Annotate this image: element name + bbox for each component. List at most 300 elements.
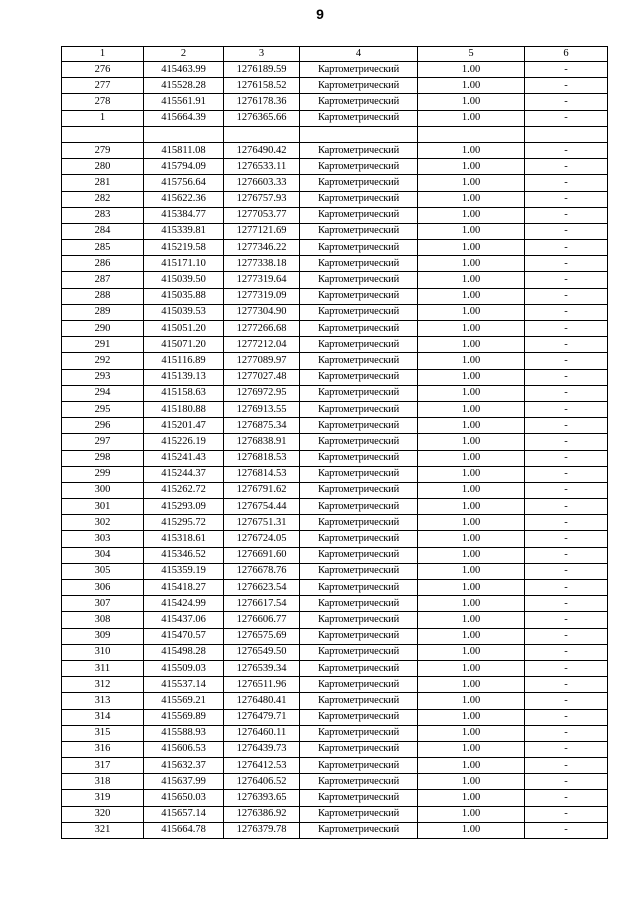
point-number-cell: 304 bbox=[62, 547, 144, 563]
accuracy-cell: 1.00 bbox=[418, 758, 525, 774]
x-coordinate-cell: 415241.43 bbox=[144, 450, 224, 466]
y-coordinate-cell: 1276913.55 bbox=[224, 401, 300, 417]
accuracy-cell: 1.00 bbox=[418, 547, 525, 563]
x-coordinate-cell: 415622.36 bbox=[144, 191, 224, 207]
x-coordinate-cell: 415346.52 bbox=[144, 547, 224, 563]
note-cell: - bbox=[525, 353, 608, 369]
method-cell: Картометрический bbox=[300, 94, 418, 110]
x-coordinate-cell: 415664.39 bbox=[144, 110, 224, 126]
method-cell: Картометрический bbox=[300, 450, 418, 466]
coordinates-table bbox=[61, 46, 608, 839]
table-row bbox=[62, 790, 608, 806]
table-row bbox=[62, 62, 608, 78]
accuracy-cell: 1.00 bbox=[418, 677, 525, 693]
note-cell bbox=[525, 126, 608, 142]
note-cell: - bbox=[525, 596, 608, 612]
point-number-cell: 287 bbox=[62, 272, 144, 288]
table-row bbox=[62, 774, 608, 790]
table-row bbox=[62, 660, 608, 676]
method-cell: Картометрический bbox=[300, 499, 418, 515]
y-coordinate-cell: 1277089.97 bbox=[224, 353, 300, 369]
table-row bbox=[62, 547, 608, 563]
point-number-cell: 321 bbox=[62, 822, 144, 838]
table-row bbox=[62, 304, 608, 320]
note-cell: - bbox=[525, 790, 608, 806]
point-number-cell: 307 bbox=[62, 596, 144, 612]
method-cell: Картометрический bbox=[300, 547, 418, 563]
accuracy-cell: 1.00 bbox=[418, 142, 525, 158]
method-cell: Картометрический bbox=[300, 369, 418, 385]
note-cell: - bbox=[525, 806, 608, 822]
table-row bbox=[62, 175, 608, 191]
point-number-cell: 295 bbox=[62, 401, 144, 417]
x-coordinate-cell: 415051.20 bbox=[144, 321, 224, 337]
point-number-cell: 290 bbox=[62, 321, 144, 337]
table-row bbox=[62, 725, 608, 741]
table-row bbox=[62, 240, 608, 256]
accuracy-cell: 1.00 bbox=[418, 660, 525, 676]
note-cell: - bbox=[525, 515, 608, 531]
point-number-cell bbox=[62, 126, 144, 142]
header-cell-5: 5 bbox=[418, 47, 525, 62]
y-coordinate-cell: 1276757.93 bbox=[224, 191, 300, 207]
table-row bbox=[62, 515, 608, 531]
y-coordinate-cell: 1276511.96 bbox=[224, 677, 300, 693]
x-coordinate-cell: 415180.88 bbox=[144, 401, 224, 417]
point-number-cell: 302 bbox=[62, 515, 144, 531]
y-coordinate-cell: 1276791.62 bbox=[224, 482, 300, 498]
note-cell: - bbox=[525, 288, 608, 304]
note-cell: - bbox=[525, 547, 608, 563]
x-coordinate-cell: 415384.77 bbox=[144, 207, 224, 223]
table-row bbox=[62, 272, 608, 288]
point-number-cell: 314 bbox=[62, 709, 144, 725]
note-cell: - bbox=[525, 369, 608, 385]
accuracy-cell: 1.00 bbox=[418, 644, 525, 660]
y-coordinate-cell: 1276575.69 bbox=[224, 628, 300, 644]
note-cell: - bbox=[525, 482, 608, 498]
y-coordinate-cell: 1276539.34 bbox=[224, 660, 300, 676]
x-coordinate-cell: 415650.03 bbox=[144, 790, 224, 806]
method-cell: Картометрический bbox=[300, 580, 418, 596]
accuracy-cell: 1.00 bbox=[418, 191, 525, 207]
x-coordinate-cell: 415588.93 bbox=[144, 725, 224, 741]
note-cell: - bbox=[525, 709, 608, 725]
method-cell: Картометрический bbox=[300, 709, 418, 725]
accuracy-cell: 1.00 bbox=[418, 337, 525, 353]
point-number-cell: 291 bbox=[62, 337, 144, 353]
point-number-cell: 313 bbox=[62, 693, 144, 709]
x-coordinate-cell: 415418.27 bbox=[144, 580, 224, 596]
x-coordinate-cell: 415039.50 bbox=[144, 272, 224, 288]
point-number-cell: 293 bbox=[62, 369, 144, 385]
table-row bbox=[62, 806, 608, 822]
y-coordinate-cell: 1277212.04 bbox=[224, 337, 300, 353]
x-coordinate-cell: 415262.72 bbox=[144, 482, 224, 498]
table-row bbox=[62, 580, 608, 596]
table-row bbox=[62, 78, 608, 94]
y-coordinate-cell: 1277053.77 bbox=[224, 207, 300, 223]
method-cell: Картометрический bbox=[300, 385, 418, 401]
method-cell: Картометрический bbox=[300, 401, 418, 417]
method-cell: Картометрический bbox=[300, 660, 418, 676]
table-row bbox=[62, 223, 608, 239]
table-row bbox=[62, 596, 608, 612]
table-row bbox=[62, 482, 608, 498]
note-cell: - bbox=[525, 531, 608, 547]
point-number-cell: 294 bbox=[62, 385, 144, 401]
point-number-cell: 280 bbox=[62, 159, 144, 175]
method-cell: Картометрический bbox=[300, 110, 418, 126]
method-cell: Картометрический bbox=[300, 434, 418, 450]
x-coordinate-cell: 415437.06 bbox=[144, 612, 224, 628]
x-coordinate-cell: 415226.19 bbox=[144, 434, 224, 450]
point-number-cell: 320 bbox=[62, 806, 144, 822]
x-coordinate-cell: 415039.53 bbox=[144, 304, 224, 320]
point-number-cell: 318 bbox=[62, 774, 144, 790]
accuracy-cell: 1.00 bbox=[418, 353, 525, 369]
y-coordinate-cell: 1277319.64 bbox=[224, 272, 300, 288]
accuracy-cell: 1.00 bbox=[418, 321, 525, 337]
point-number-cell: 316 bbox=[62, 741, 144, 757]
note-cell: - bbox=[525, 822, 608, 838]
method-cell: Картометрический bbox=[300, 563, 418, 579]
point-number-cell: 300 bbox=[62, 482, 144, 498]
y-coordinate-cell: 1276818.53 bbox=[224, 450, 300, 466]
point-number-cell: 282 bbox=[62, 191, 144, 207]
accuracy-cell: 1.00 bbox=[418, 628, 525, 644]
x-coordinate-cell: 415632.37 bbox=[144, 758, 224, 774]
y-coordinate-cell: 1276393.65 bbox=[224, 790, 300, 806]
point-number-cell: 308 bbox=[62, 612, 144, 628]
accuracy-cell: 1.00 bbox=[418, 563, 525, 579]
accuracy-cell: 1.00 bbox=[418, 482, 525, 498]
point-number-cell: 286 bbox=[62, 256, 144, 272]
note-cell: - bbox=[525, 741, 608, 757]
x-coordinate-cell: 415509.03 bbox=[144, 660, 224, 676]
accuracy-cell: 1.00 bbox=[418, 774, 525, 790]
point-number-cell: 310 bbox=[62, 644, 144, 660]
accuracy-cell: 1.00 bbox=[418, 741, 525, 757]
point-number-cell: 285 bbox=[62, 240, 144, 256]
accuracy-cell: 1.00 bbox=[418, 385, 525, 401]
x-coordinate-cell: 415794.09 bbox=[144, 159, 224, 175]
table-row bbox=[62, 126, 608, 142]
point-number-cell: 312 bbox=[62, 677, 144, 693]
y-coordinate-cell: 1277027.48 bbox=[224, 369, 300, 385]
note-cell: - bbox=[525, 385, 608, 401]
table-row bbox=[62, 709, 608, 725]
x-coordinate-cell: 415561.91 bbox=[144, 94, 224, 110]
point-number-cell: 279 bbox=[62, 142, 144, 158]
note-cell: - bbox=[525, 159, 608, 175]
table-row bbox=[62, 321, 608, 337]
header-cell-2: 2 bbox=[144, 47, 224, 62]
y-coordinate-cell: 1276365.66 bbox=[224, 110, 300, 126]
method-cell: Картометрический bbox=[300, 288, 418, 304]
y-coordinate-cell: 1276412.53 bbox=[224, 758, 300, 774]
y-coordinate-cell: 1276189.59 bbox=[224, 62, 300, 78]
y-coordinate-cell bbox=[224, 126, 300, 142]
note-cell: - bbox=[525, 418, 608, 434]
y-coordinate-cell: 1277338.18 bbox=[224, 256, 300, 272]
x-coordinate-cell: 415664.78 bbox=[144, 822, 224, 838]
y-coordinate-cell: 1276178.36 bbox=[224, 94, 300, 110]
y-coordinate-cell: 1276460.11 bbox=[224, 725, 300, 741]
table-row bbox=[62, 94, 608, 110]
method-cell: Картометрический bbox=[300, 790, 418, 806]
note-cell: - bbox=[525, 612, 608, 628]
method-cell: Картометрический bbox=[300, 272, 418, 288]
point-number-cell: 288 bbox=[62, 288, 144, 304]
x-coordinate-cell: 415606.53 bbox=[144, 741, 224, 757]
note-cell: - bbox=[525, 337, 608, 353]
accuracy-cell: 1.00 bbox=[418, 790, 525, 806]
accuracy-cell: 1.00 bbox=[418, 401, 525, 417]
point-number-cell: 278 bbox=[62, 94, 144, 110]
note-cell: - bbox=[525, 774, 608, 790]
y-coordinate-cell: 1277304.90 bbox=[224, 304, 300, 320]
point-number-cell: 319 bbox=[62, 790, 144, 806]
x-coordinate-cell: 415528.28 bbox=[144, 78, 224, 94]
method-cell: Картометрический bbox=[300, 78, 418, 94]
y-coordinate-cell: 1276875.34 bbox=[224, 418, 300, 434]
x-coordinate-cell: 415637.99 bbox=[144, 774, 224, 790]
x-coordinate-cell: 415244.37 bbox=[144, 466, 224, 482]
y-coordinate-cell: 1276386.92 bbox=[224, 806, 300, 822]
x-coordinate-cell: 415158.63 bbox=[144, 385, 224, 401]
note-cell: - bbox=[525, 450, 608, 466]
point-number-cell: 311 bbox=[62, 660, 144, 676]
accuracy-cell: 1.00 bbox=[418, 531, 525, 547]
method-cell: Картометрический bbox=[300, 482, 418, 498]
y-coordinate-cell: 1276724.05 bbox=[224, 531, 300, 547]
table-row bbox=[62, 369, 608, 385]
note-cell: - bbox=[525, 62, 608, 78]
point-number-cell: 298 bbox=[62, 450, 144, 466]
method-cell: Картометрический bbox=[300, 62, 418, 78]
x-coordinate-cell: 415339.81 bbox=[144, 223, 224, 239]
x-coordinate-cell: 415071.20 bbox=[144, 337, 224, 353]
method-cell: Картометрический bbox=[300, 677, 418, 693]
header-cell-1: 1 bbox=[62, 47, 144, 62]
table-row bbox=[62, 531, 608, 547]
note-cell: - bbox=[525, 272, 608, 288]
table-row bbox=[62, 159, 608, 175]
x-coordinate-cell: 415116.89 bbox=[144, 353, 224, 369]
accuracy-cell: 1.00 bbox=[418, 369, 525, 385]
accuracy-cell: 1.00 bbox=[418, 240, 525, 256]
y-coordinate-cell: 1276972.95 bbox=[224, 385, 300, 401]
method-cell: Картометрический bbox=[300, 207, 418, 223]
table-row bbox=[62, 466, 608, 482]
point-number-cell: 296 bbox=[62, 418, 144, 434]
point-number-cell: 1 bbox=[62, 110, 144, 126]
method-cell: Картометрический bbox=[300, 159, 418, 175]
y-coordinate-cell: 1276691.60 bbox=[224, 547, 300, 563]
point-number-cell: 305 bbox=[62, 563, 144, 579]
table-row bbox=[62, 401, 608, 417]
coordinates-table-body bbox=[62, 47, 608, 839]
y-coordinate-cell: 1276379.78 bbox=[224, 822, 300, 838]
x-coordinate-cell: 415201.47 bbox=[144, 418, 224, 434]
method-cell: Картометрический bbox=[300, 693, 418, 709]
y-coordinate-cell: 1276533.11 bbox=[224, 159, 300, 175]
method-cell: Картометрический bbox=[300, 256, 418, 272]
point-number-cell: 276 bbox=[62, 62, 144, 78]
table-row bbox=[62, 418, 608, 434]
x-coordinate-cell: 415035.88 bbox=[144, 288, 224, 304]
accuracy-cell: 1.00 bbox=[418, 499, 525, 515]
table-row bbox=[62, 693, 608, 709]
note-cell: - bbox=[525, 499, 608, 515]
note-cell: - bbox=[525, 142, 608, 158]
x-coordinate-cell: 415470.57 bbox=[144, 628, 224, 644]
accuracy-cell: 1.00 bbox=[418, 434, 525, 450]
note-cell: - bbox=[525, 725, 608, 741]
method-cell: Картометрический bbox=[300, 725, 418, 741]
method-cell: Картометрический bbox=[300, 628, 418, 644]
point-number-cell: 303 bbox=[62, 531, 144, 547]
accuracy-cell: 1.00 bbox=[418, 256, 525, 272]
note-cell: - bbox=[525, 644, 608, 660]
method-cell: Картометрический bbox=[300, 822, 418, 838]
x-coordinate-cell: 415811.08 bbox=[144, 142, 224, 158]
accuracy-cell: 1.00 bbox=[418, 466, 525, 482]
x-coordinate-cell: 415219.58 bbox=[144, 240, 224, 256]
y-coordinate-cell: 1276603.33 bbox=[224, 175, 300, 191]
table-row bbox=[62, 758, 608, 774]
y-coordinate-cell: 1276479.71 bbox=[224, 709, 300, 725]
point-number-cell: 299 bbox=[62, 466, 144, 482]
note-cell: - bbox=[525, 240, 608, 256]
point-number-cell: 292 bbox=[62, 353, 144, 369]
method-cell: Картометрический bbox=[300, 337, 418, 353]
y-coordinate-cell: 1276490.42 bbox=[224, 142, 300, 158]
table-row bbox=[62, 353, 608, 369]
method-cell: Картометрический bbox=[300, 531, 418, 547]
method-cell: Картометрический bbox=[300, 175, 418, 191]
header-cell-4: 4 bbox=[300, 47, 418, 62]
point-number-cell: 315 bbox=[62, 725, 144, 741]
accuracy-cell: 1.00 bbox=[418, 272, 525, 288]
point-number-cell: 309 bbox=[62, 628, 144, 644]
method-cell: Картометрический bbox=[300, 596, 418, 612]
y-coordinate-cell: 1276406.52 bbox=[224, 774, 300, 790]
x-coordinate-cell: 415569.21 bbox=[144, 693, 224, 709]
accuracy-cell: 1.00 bbox=[418, 418, 525, 434]
accuracy-cell: 1.00 bbox=[418, 612, 525, 628]
point-number-cell: 306 bbox=[62, 580, 144, 596]
header-cell-6: 6 bbox=[525, 47, 608, 62]
note-cell: - bbox=[525, 660, 608, 676]
note-cell: - bbox=[525, 758, 608, 774]
x-coordinate-cell: 415171.10 bbox=[144, 256, 224, 272]
method-cell: Картометрический bbox=[300, 304, 418, 320]
header-cell-3: 3 bbox=[224, 47, 300, 62]
table-row bbox=[62, 288, 608, 304]
method-cell: Картометрический bbox=[300, 418, 418, 434]
y-coordinate-cell: 1276751.31 bbox=[224, 515, 300, 531]
x-coordinate-cell: 415139.13 bbox=[144, 369, 224, 385]
y-coordinate-cell: 1277266.68 bbox=[224, 321, 300, 337]
y-coordinate-cell: 1276678.76 bbox=[224, 563, 300, 579]
accuracy-cell: 1.00 bbox=[418, 288, 525, 304]
method-cell: Картометрический bbox=[300, 612, 418, 628]
method-cell: Картометрический bbox=[300, 191, 418, 207]
y-coordinate-cell: 1276754.44 bbox=[224, 499, 300, 515]
method-cell: Картометрический bbox=[300, 515, 418, 531]
accuracy-cell: 1.00 bbox=[418, 94, 525, 110]
table-row bbox=[62, 628, 608, 644]
accuracy-cell: 1.00 bbox=[418, 110, 525, 126]
table-row bbox=[62, 434, 608, 450]
note-cell: - bbox=[525, 677, 608, 693]
accuracy-cell bbox=[418, 126, 525, 142]
x-coordinate-cell: 415293.09 bbox=[144, 499, 224, 515]
accuracy-cell: 1.00 bbox=[418, 450, 525, 466]
table-row bbox=[62, 207, 608, 223]
table-row bbox=[62, 741, 608, 757]
y-coordinate-cell: 1277319.09 bbox=[224, 288, 300, 304]
table-row bbox=[62, 142, 608, 158]
point-number-cell: 277 bbox=[62, 78, 144, 94]
accuracy-cell: 1.00 bbox=[418, 159, 525, 175]
accuracy-cell: 1.00 bbox=[418, 207, 525, 223]
method-cell: Картометрический bbox=[300, 353, 418, 369]
note-cell: - bbox=[525, 321, 608, 337]
table-row bbox=[62, 110, 608, 126]
x-coordinate-cell: 415657.14 bbox=[144, 806, 224, 822]
note-cell: - bbox=[525, 304, 608, 320]
accuracy-cell: 1.00 bbox=[418, 223, 525, 239]
note-cell: - bbox=[525, 207, 608, 223]
table-row bbox=[62, 644, 608, 660]
x-coordinate-cell: 415537.14 bbox=[144, 677, 224, 693]
note-cell: - bbox=[525, 78, 608, 94]
note-cell: - bbox=[525, 693, 608, 709]
accuracy-cell: 1.00 bbox=[418, 822, 525, 838]
method-cell: Картометрический bbox=[300, 142, 418, 158]
note-cell: - bbox=[525, 110, 608, 126]
note-cell: - bbox=[525, 191, 608, 207]
y-coordinate-cell: 1276814.53 bbox=[224, 466, 300, 482]
table-row bbox=[62, 822, 608, 838]
method-cell: Картометрический bbox=[300, 806, 418, 822]
y-coordinate-cell: 1276606.77 bbox=[224, 612, 300, 628]
table-row bbox=[62, 499, 608, 515]
method-cell: Картометрический bbox=[300, 741, 418, 757]
method-cell: Картометрический bbox=[300, 774, 418, 790]
point-number-cell: 283 bbox=[62, 207, 144, 223]
table-row bbox=[62, 256, 608, 272]
accuracy-cell: 1.00 bbox=[418, 78, 525, 94]
x-coordinate-cell: 415756.64 bbox=[144, 175, 224, 191]
method-cell: Картометрический bbox=[300, 466, 418, 482]
x-coordinate-cell: 415498.28 bbox=[144, 644, 224, 660]
page-number: 9 bbox=[316, 6, 324, 22]
point-number-cell: 317 bbox=[62, 758, 144, 774]
accuracy-cell: 1.00 bbox=[418, 304, 525, 320]
accuracy-cell: 1.00 bbox=[418, 596, 525, 612]
accuracy-cell: 1.00 bbox=[418, 175, 525, 191]
note-cell: - bbox=[525, 94, 608, 110]
table-row bbox=[62, 385, 608, 401]
y-coordinate-cell: 1276838.91 bbox=[224, 434, 300, 450]
y-coordinate-cell: 1276617.54 bbox=[224, 596, 300, 612]
accuracy-cell: 1.00 bbox=[418, 580, 525, 596]
y-coordinate-cell: 1276549.50 bbox=[224, 644, 300, 660]
